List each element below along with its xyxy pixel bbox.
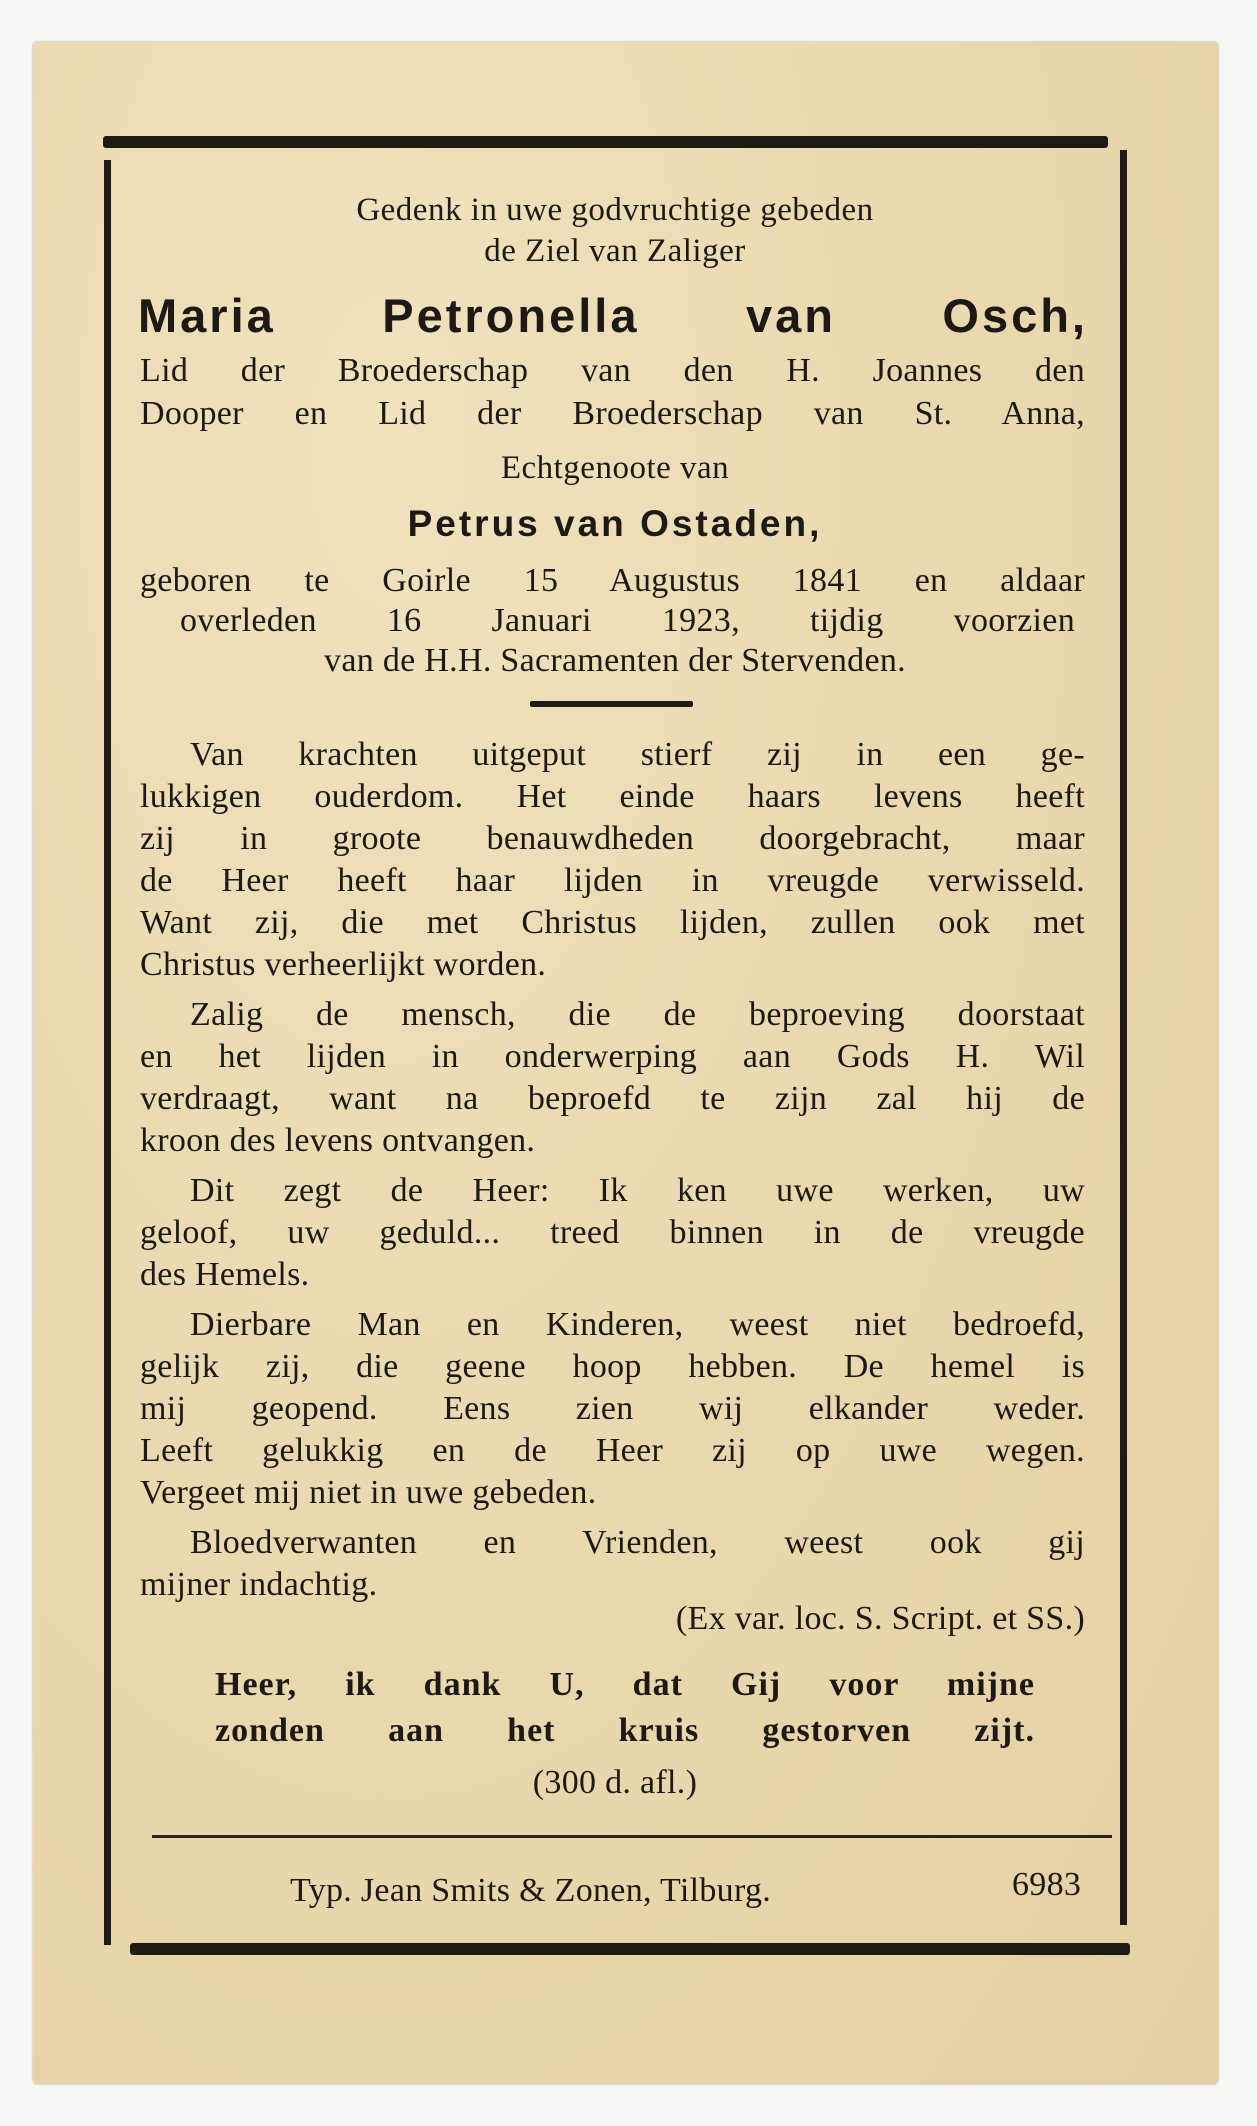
paragraph-4-line-2: gelijk zij, die geene hoop hebben. De hemel is — [140, 1348, 1085, 1385]
paragraph-5-line-1: Bloedverwanten en Vrienden, weest ook gij — [190, 1524, 1085, 1561]
paragraph-4-line-1: Dierbare Man en Kinderen, weest niet bedroefd, — [190, 1306, 1085, 1343]
paragraph-1-line-2: lukkigen ouderdom. Het einde haars levens heeft — [140, 778, 1085, 815]
paragraph-2-line-4: kroon des levens ontvangen. — [140, 1122, 536, 1159]
header-line-2: de Ziel van Zaliger — [484, 233, 746, 269]
paragraph-1-line-4: de Heer heeft haar lijden in vreugde verwisseld. — [140, 862, 1085, 899]
indulgence-note: (300 d. afl.) — [532, 1764, 698, 1801]
frame-right-border — [1120, 150, 1127, 1925]
divider-short — [530, 701, 693, 707]
paragraph-4-line-4: Leeft gelukkig en de Heer zij op uwe wegen. — [140, 1432, 1085, 1469]
paragraph-3-line-3: des Hemels. — [140, 1256, 310, 1293]
life-dates-line-1: geboren te Goirle 15 Augustus 1841 en aldaar — [140, 562, 1085, 599]
paragraph-1-line-3: zij in groote benauwdheden doorgebracht, maar — [140, 820, 1085, 857]
paragraph-4-line-3: mij geopend. Eens zien wij elkander weder. — [140, 1390, 1085, 1427]
paragraph-2-line-3: verdraagt, want na beproefd te zijn zal hij de — [140, 1080, 1085, 1117]
membership-line-2: Dooper en Lid der Broederschap van St. Anna, — [140, 395, 1085, 432]
paragraph-5-line-2: mijner indachtig. — [140, 1566, 378, 1603]
membership-line-1: Lid der Broederschap van den H. Joannes den — [140, 352, 1085, 389]
spouse-intro: Echtgenoote van — [500, 450, 730, 486]
spouse-name: Petrus van Ostaden, — [407, 503, 823, 544]
life-dates-line-2: overleden 16 Januari 1923, tijdig voorzien — [180, 602, 1075, 639]
print-number: 6983 — [1012, 1866, 1082, 1903]
scripture-source: (Ex var. loc. S. Script. et SS.) — [675, 1600, 1085, 1637]
divider-thin — [152, 1835, 1112, 1838]
prayer-line-1: Heer, ik dank U, dat Gij voor mijne — [215, 1666, 1035, 1703]
paragraph-3-line-2: geloof, uw geduld... treed binnen in de vreugde — [140, 1214, 1085, 1251]
frame-top-border — [103, 136, 1108, 148]
frame-bottom-border — [130, 1943, 1130, 1955]
paragraph-2-line-1: Zalig de mensch, die de beproeving doorstaat — [190, 996, 1085, 1033]
paragraph-4-line-5: Vergeet mij niet in uwe gebeden. — [140, 1474, 597, 1511]
paragraph-3-line-1: Dit zegt de Heer: Ik ken uwe werken, uw — [190, 1172, 1085, 1209]
printer-credit: Typ. Jean Smits & Zonen, Tilburg. — [290, 1872, 772, 1909]
paragraph-2-line-2: en het lijden in onderwerping aan Gods H. Wil — [140, 1038, 1085, 1075]
paragraph-1-line-1: Van krachten uitgeput stierf zij in een ge- — [190, 736, 1085, 773]
header-line-1: Gedenk in uwe godvruchtige gebeden — [356, 192, 874, 228]
frame-left-border — [104, 160, 111, 1945]
life-dates-line-3: van de H.H. Sacramenten der Stervenden. — [324, 642, 906, 679]
paragraph-1-line-5: Want zij, die met Christus lijden, zullen ook met — [140, 904, 1085, 941]
deceased-name: Maria Petronella van Osch, — [138, 289, 1088, 342]
prayer-line-2: zonden aan het kruis gestorven zijt. — [215, 1712, 1035, 1749]
paragraph-1-line-6: Christus verheerlijkt worden. — [140, 946, 547, 983]
